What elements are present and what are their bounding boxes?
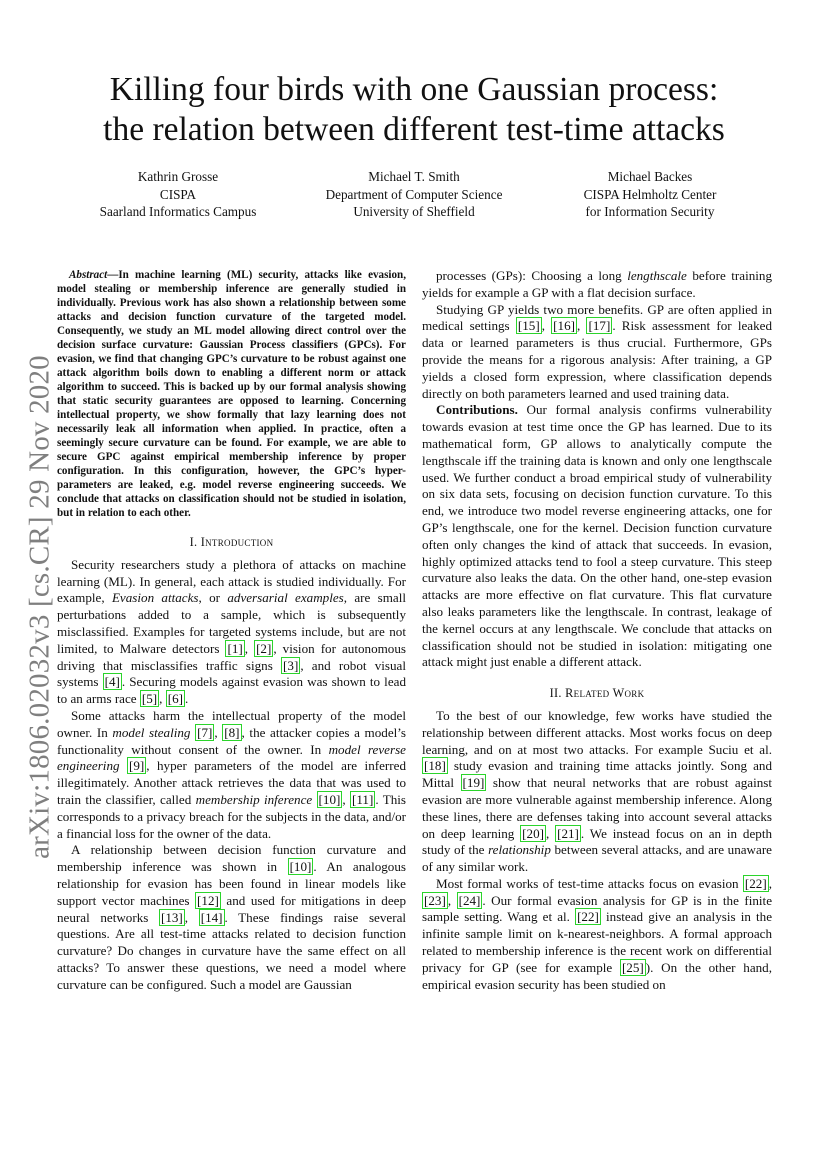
citation-link[interactable]: [2] xyxy=(256,640,272,656)
text-run: To the best of our knowledge, few works have studied the relationship between different attacks. Most works focus on deep learning, and on at most two attacks. For example Suciu et al. xyxy=(422,707,772,757)
author-2 xyxy=(296,168,532,221)
citation-link[interactable]: [14] xyxy=(200,909,223,925)
text-run: . Securing models against evasion was shown to lead to an arms race xyxy=(57,674,406,707)
citation-link[interactable]: [7] xyxy=(197,724,213,740)
citation-link[interactable]: [19] xyxy=(462,775,485,791)
text-run: . These findings raise several questions. Are all test-time attacks related to decision function curvature? Do changes in curvature have the same effect on all attacks? To answer these questions, we need a model where curvature can be configured. Such a model are Gaussian xyxy=(57,909,407,992)
text-run: Security researchers study a plethora of attacks on machine learning (ML). In general, each attack is studied individually. For example, xyxy=(57,556,406,606)
text-run: , vision for autonomous driving that misclassifies traffic signs xyxy=(57,640,406,673)
author-block xyxy=(60,168,768,221)
paper-title xyxy=(60,70,768,150)
section-heading-introduction xyxy=(57,534,406,551)
abstract xyxy=(57,268,406,520)
section-number: II. xyxy=(549,686,562,701)
text-run: Studying GP yields two more benefits. GP are often applied in medical settings xyxy=(422,301,772,334)
text-run: , xyxy=(159,691,166,707)
title-line-2: the relation between different test-time attacks xyxy=(103,111,725,148)
text-run: before training yields for example a GP with a flat decision surface. xyxy=(422,268,772,300)
text-run: , the attacker copies a model’s functionality without consent of the owner. In xyxy=(57,724,407,757)
citation-link[interactable]: [21] xyxy=(557,825,579,841)
text-run: . We instead focus on an in depth study of the xyxy=(422,825,772,858)
emphasized-term: membership inference xyxy=(195,791,313,807)
section-number: I. xyxy=(189,535,198,549)
author-name: Michael Backes xyxy=(607,169,693,184)
author-3 xyxy=(532,168,768,221)
citation-link[interactable]: [1] xyxy=(227,640,243,656)
body-paragraph xyxy=(57,708,406,842)
citation-link[interactable]: [4] xyxy=(104,674,120,690)
text-run: processes (GPs): Choosing a long xyxy=(436,268,628,283)
citation-link[interactable]: [3] xyxy=(283,657,299,673)
text-run: , or xyxy=(198,590,228,606)
text-run xyxy=(120,758,127,773)
text-run: instead give an analysis in the infinite sample limit on k-nearest-neighbors. A formal approach related to membership inference is the recent work on differential privacy for GP (see for example xyxy=(422,909,772,975)
body-paragraph xyxy=(422,268,772,302)
citation-link[interactable]: [12] xyxy=(197,892,219,908)
intro-continued-paragraphs xyxy=(422,268,772,671)
right-column xyxy=(422,268,772,993)
citation-link[interactable]: [24] xyxy=(458,892,481,908)
citation-link[interactable]: [13] xyxy=(160,909,183,925)
text-run: A relationship between decision function curvature and membership inference was shown in xyxy=(57,842,406,875)
text-run: Some attacks harm the intellectual property of the model owner. In xyxy=(57,707,406,740)
text-run: , xyxy=(244,640,255,656)
intro-paragraphs xyxy=(57,557,406,994)
author-affiliation-line: for Information Security xyxy=(585,204,715,219)
citation-link[interactable]: [9] xyxy=(129,758,145,774)
text-run: , xyxy=(546,825,556,841)
body-paragraph xyxy=(57,557,406,708)
text-run: show that neural networks that are robust against evasion are more vulnerable against membership inference. Along these lines, there are defenses taking into account several attacks on deep learning xyxy=(422,775,772,841)
abstract-text: —In machine learning (ML) security, attacks like evasion, model stealing or membership inference are generally studied in individually. Previous work has also shown a relationship between some attacks and decision function curvature of the targeted model. Consequently, we study an ML model allowing direct control over the decision surface curvature: Gaussian Process classifiers (GPCs). For evasion, we find that changing GPC’s curvature to be robust against one attack algorithm boils down to enabling a different norm or attack algorithm to succeed. This is backed up by our formal analysis showing that static security guarantees are opposed to learning. Concerning intellectual property, we show formally that lazy learning does not necessarily leak all information when applied. In practice, often a seemingly secure curvature can be found. For example, we are able to secure GPC against empirical membership inference by proper configuration. In this configuration, however, the GPC’s hyper-parameters are leaked, e.g. model reverse engineering succeeds. We conclude that attacks on classification should not be studied in isolation, but in relation to each other. xyxy=(57,269,406,519)
section-title: Related Work xyxy=(565,686,645,701)
citation-link[interactable]: [15] xyxy=(517,318,540,334)
emphasized-term: Evasion attacks xyxy=(111,590,199,606)
citation-link[interactable]: [22] xyxy=(744,875,767,891)
emphasized-term: adversarial examples xyxy=(227,590,344,606)
section-heading-related-work xyxy=(422,685,772,702)
text-run xyxy=(312,792,316,807)
author-1 xyxy=(60,168,296,221)
citation-link[interactable]: [22] xyxy=(577,909,599,925)
text-run: , xyxy=(184,909,199,925)
author-affiliation-line: Department of Computer Science xyxy=(325,186,503,202)
title-line-1: Killing four birds with one Gaussian process: xyxy=(109,71,719,108)
text-run: between several attacks, and are unaware of any similar work. xyxy=(422,842,772,875)
author-affiliation-line: University of Sheffield xyxy=(353,204,475,219)
body-paragraph xyxy=(422,708,772,876)
arxiv-identifier-stamp: arXiv:1806.02032v3 [cs.CR] 29 Nov 2020 xyxy=(23,355,56,859)
section-title: Introduction xyxy=(200,535,274,549)
text-run: . An analogous relationship for evasion has been found in linear models like support vector machines xyxy=(57,859,406,908)
text-run: . xyxy=(185,691,189,707)
citation-link[interactable]: [6] xyxy=(167,691,183,707)
citation-link[interactable]: [18] xyxy=(424,758,446,774)
text-run: . Risk assessment for leaked data or learned parameters is thus crucial. Furthermore, GPs provide the means for a rigorous analysis: After training, a GP yields a closed form expression, where classification depends directly on both parameters learned and used training data. xyxy=(422,318,773,401)
text-run: , xyxy=(447,892,457,908)
citation-link[interactable]: [23] xyxy=(424,892,446,908)
text-run: . Our formal evasion analysis for GP is in the finite sample setting. Wang et al. xyxy=(422,892,773,925)
citation-link[interactable]: [11] xyxy=(352,791,374,807)
emphasized-term: model stealing xyxy=(112,724,191,740)
text-run: , and robot visual systems xyxy=(57,657,406,690)
text-run: ). On the other hand, empirical evasion security has been studied on xyxy=(422,959,772,992)
text-run: . This corresponds to a privacy breach for the subjects in the data, and/or a financial loss for the owner of the data. xyxy=(57,791,406,841)
citation-link[interactable]: [17] xyxy=(588,318,611,334)
author-affiliation-line: Saarland Informatics Campus xyxy=(99,204,257,219)
citation-link[interactable]: [16] xyxy=(553,318,575,334)
abstract-label: Abstract xyxy=(69,269,108,281)
author-name: Kathrin Grosse xyxy=(137,169,219,184)
author-name: Michael T. Smith xyxy=(368,169,460,184)
text-run: Our formal analysis confirms vulnerability towards evasion at test time once the GP has learned. Due to its mathematical form, GP allows to analytically compute the lengthscale iff the training data is known and only one lengthscale used. We further conduct a broad empirical study of vulnerability on six data sets, focusing on decision function curvature. To this end, we introduce two model reverse engineering attacks, one for GP’s lengthscale, one for the kernel. Decision function curvature often only changes the kind of attack that succeeds. In evasion, highly optimized attacks tend to fool a steep curvature. This steep curvature also leaks the data. On the other hand, one-step evasion attacks are more effective on flat curvature. This flat curvature also leaks parameters like the lengthscale. In contrast, leakage of the kernel occurs at any lengthscale. We conclude that attacks on classification should not be studied in isolation: mitigating one attack might just enable a different attack. xyxy=(422,402,772,670)
emphasized-term: relationship xyxy=(488,842,551,858)
related-work-paragraphs xyxy=(422,708,772,994)
text-run: , xyxy=(768,875,772,891)
text-run: , xyxy=(541,318,552,334)
text-run: Most formal works of test-time attacks focus on evasion xyxy=(436,875,743,891)
text-run: , xyxy=(214,724,223,740)
author-affiliation-line: CISPA Helmholtz Center xyxy=(583,186,717,202)
citation-link[interactable]: [10] xyxy=(318,791,341,807)
citation-link[interactable]: [5] xyxy=(141,691,158,707)
text-run: , are small perturbations added to a sample, which is subsequently misclassified. Examples for targeted systems include, but are not limited, to Malware detectors xyxy=(57,590,406,656)
emphasized-term: lengthscale xyxy=(627,268,687,283)
body-paragraph xyxy=(422,302,772,403)
body-paragraph xyxy=(422,402,772,671)
text-run: and used for mitigations in deep neural networks xyxy=(57,892,407,925)
citation-link[interactable]: [10] xyxy=(289,859,312,875)
body-paragraph xyxy=(422,876,772,994)
text-run: study evasion and training time attacks jointly. Song and Mittal xyxy=(422,758,772,791)
text-run: , hyper parameters of the model are inferred illegitimately. Another attack retrieves the data that was used to train the classifier, called xyxy=(57,758,406,807)
text-run: , xyxy=(577,318,587,334)
author-affiliation-line: CISPA xyxy=(159,186,197,202)
left-column xyxy=(57,268,406,994)
citation-link[interactable]: [25] xyxy=(621,959,644,975)
run-in-heading: Contributions. xyxy=(436,402,518,418)
citation-link[interactable]: [8] xyxy=(224,724,240,740)
text-run: , xyxy=(342,791,350,807)
citation-link[interactable]: [20] xyxy=(522,825,544,841)
body-paragraph xyxy=(57,842,406,993)
emphasized-term: model reverse engineering xyxy=(57,741,406,774)
